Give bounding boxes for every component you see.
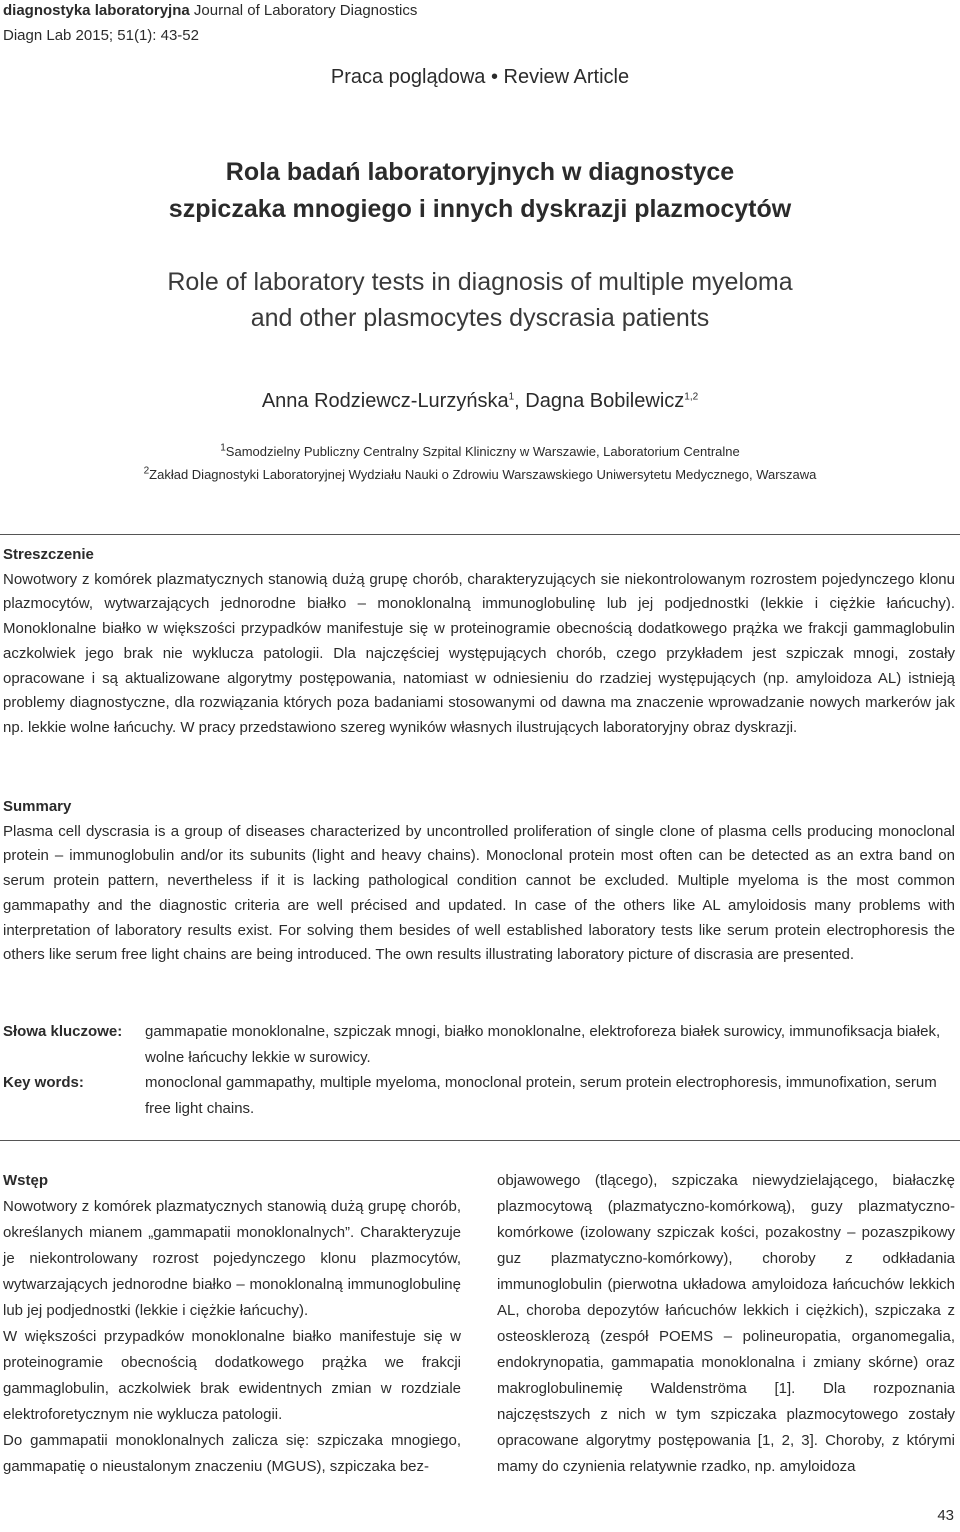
summary-english xyxy=(3,795,955,968)
summary-heading: Summary xyxy=(3,798,72,815)
journal-name-en: Journal of Laboratory Diagnostics xyxy=(193,2,418,19)
affiliation-text: Samodzielny Publiczny Centralny Szpital Kliniczny w Warszawie, Laboratorium Centralne xyxy=(225,444,740,459)
keywords-text: monoclonal gammapathy, multiple myeloma, monoclonal protein, serum protein electrophoresis, immunofixation, serum free light chains. xyxy=(145,1074,937,1117)
page-number: 43 xyxy=(937,1507,954,1524)
article-type: Praca poglądowa • Review Article xyxy=(330,66,630,88)
title-polish-line: Rola badań laboratoryjnych w diagnostyce xyxy=(225,158,735,186)
author-name: Dagna Bobilewicz xyxy=(525,390,685,412)
title-english xyxy=(0,264,960,336)
title-polish xyxy=(0,154,960,228)
author-name: Anna Rodziewcz-Lurzyńska xyxy=(261,390,509,412)
journal-name xyxy=(3,1,417,21)
keywords-polish xyxy=(3,1019,955,1070)
divider xyxy=(0,1140,960,1141)
section-heading: Wstęp xyxy=(3,1172,48,1189)
author-affiliation-mark: 1,2 xyxy=(684,391,699,403)
paragraph: W większości przypadków monoklonalne białko manifestuje się w proteinogramie obecnością dodatkowego prążka we frakcji gammaglobulin, aczkolwiek brak ewidentnych zmian w rozdziale elektroforetycznym nie wyklucza patologii. xyxy=(3,1328,461,1423)
abstract-text: Nowotwory z komórek plazmatycznych stanowią dużą grupę chorób, charakteryzujących sie niekontrolowanym rozrostem pojedynczego klonu plazmocytów, wytwarzających jednorodne białko – monoklonalną immunoglobulinę lub jej podjednostki (lekkie i ciężkie łańcuchy). Monoklonalne białko w większości przypadków manifestuje się w proteinogramie obecnością dodatkowego prążka we frakcji gammaglobulin aczkolwiek jego brak nie wyklucza patologii. Dla najczęściej występujących chorób, czego przykładem jest szpiczak mnogi, zostały opracowane i są aktualizowane algorytmy postępowania, natomiast w odniesieniu do rzadziej występujących (np. amyloidoza AL) istnieją problemy diagnostyczne, dla rozwiązania których poza badaniami stosowanymi od dawna ma znaczenie wprowadzanie nowych markerów jak np. lekkie wolne łańcuchy. W pracy przedstawiono szereg wyników własnych ilustrujących laboratoryjny obraz dyskrazji. xyxy=(3,570,955,736)
citation: Diagn Lab 2015; 51(1): 43-52 xyxy=(3,27,199,44)
affiliation-mark: 2 xyxy=(143,465,150,477)
abstract-polish xyxy=(3,543,955,741)
affiliation xyxy=(0,440,960,463)
author-separator: , xyxy=(514,390,526,412)
paragraph: Do gammapatii monoklonalnych zalicza się: szpiczaka mnogiego, gammapatię o nieustalonym znaczeniu (MGUS), szpiczaka bez- xyxy=(3,1432,461,1475)
abstract-heading: Streszczenie xyxy=(3,546,94,563)
paragraph: objawowego (tlącego), szpiczaka niewydzielającego, białaczkę plazmocytową (plazmatyczno-komórkową), guzy plazmatyczno-komórkowe (izolowany szpiczak kości, pozakostny – pozaszpikowy guz plazmatyczno-komórkowy), choroby z odkładania immunoglobulin (pierwotna układowa amyloidoza łańcuchów lekkich AL, choroba depozytów łańcuchów lekkich i ciężkich), szpiczaka z osteosklerozą (zespół POEMS – polineuropatia, organomegalia, endokrynopatia, gammapatia monoklonalna i zmiany skórne) oraz makroglobulinemię Waldenströma [1]. Dla rozpoznania najczęstszych z nich w tym szpiczaka plazmocytowego zostały opracowane algorytmy postępowania [1, 2, 3]. Choroby, z którymi mamy do czynienia relatywnie rzadko, np. amyloidoza xyxy=(497,1172,955,1475)
journal-name-pl: diagnostyka laboratoryjna xyxy=(3,2,190,19)
affiliation-mark: 1 xyxy=(220,442,226,454)
author-affiliation-mark: 1 xyxy=(508,391,515,403)
keywords-label: Słowa kluczowe: xyxy=(3,1023,123,1040)
divider xyxy=(0,534,960,535)
intro-column-left xyxy=(3,1168,461,1480)
title-english-line: Role of laboratory tests in diagnosis of multiple myeloma xyxy=(167,268,793,296)
keywords-label: Key words: xyxy=(3,1074,84,1091)
keywords-text: gammapatie monoklonalne, szpiczak mnogi, białko monoklonalne, elektroforeza białek surowicy, immunofiksacja białek, wolne łańcuchy lekkie w surowicy. xyxy=(145,1023,941,1066)
intro-column-right xyxy=(497,1168,955,1480)
title-english-line: and other plasmocytes dyscrasia patients xyxy=(250,304,710,332)
affiliation-text: Zakład Diagnostyki Laboratoryjnej Wydziału Nauki o Zdrowiu Warszawskiego Uniwersytetu Medycznego, Warszawa xyxy=(149,467,817,482)
title-polish-line: szpiczaka mnogiego i innych dyskrazji plazmocytów xyxy=(168,195,792,223)
authors xyxy=(0,386,960,416)
summary-text: Plasma cell dyscrasia is a group of diseases characterized by uncontrolled proliferation of single clone of plasma cells producing monoclonal protein – immunoglobulin and/or its subunits (light and heavy chains). Monoclonal protein most often can be detected as an extra band on serum protein pattern, nevertheless if it is lacking pathological condition cannot be excluded. Multiple myeloma is the most common gammapathy and the diagnostic criteria are well précised and updated. In case of the others like AL amyloidosis many problems with interpretation of laboratory results exist. For solving them besides of well established laboratory tests like serum protein electrophoresis the others like serum free light chains are being introduced. The own results illustrating laboratory picture of discrasia are presented. xyxy=(3,822,955,964)
affiliation xyxy=(0,463,960,486)
paragraph: Nowotwory z komórek plazmatycznych stanowią dużą grupę chorób, określanych mianem „gammapatii monoklonalnych”. Charakteryzuje je niekontrolowany rozrost pojedynczego klonu plazmocytów, wytwarzających jednorodne białko – monoklonalną immunoglobulinę lub jej podjednostki (lekkie i ciężkie łańcuchy). xyxy=(3,1198,461,1319)
keywords-english xyxy=(3,1070,955,1121)
affiliations xyxy=(0,440,960,486)
